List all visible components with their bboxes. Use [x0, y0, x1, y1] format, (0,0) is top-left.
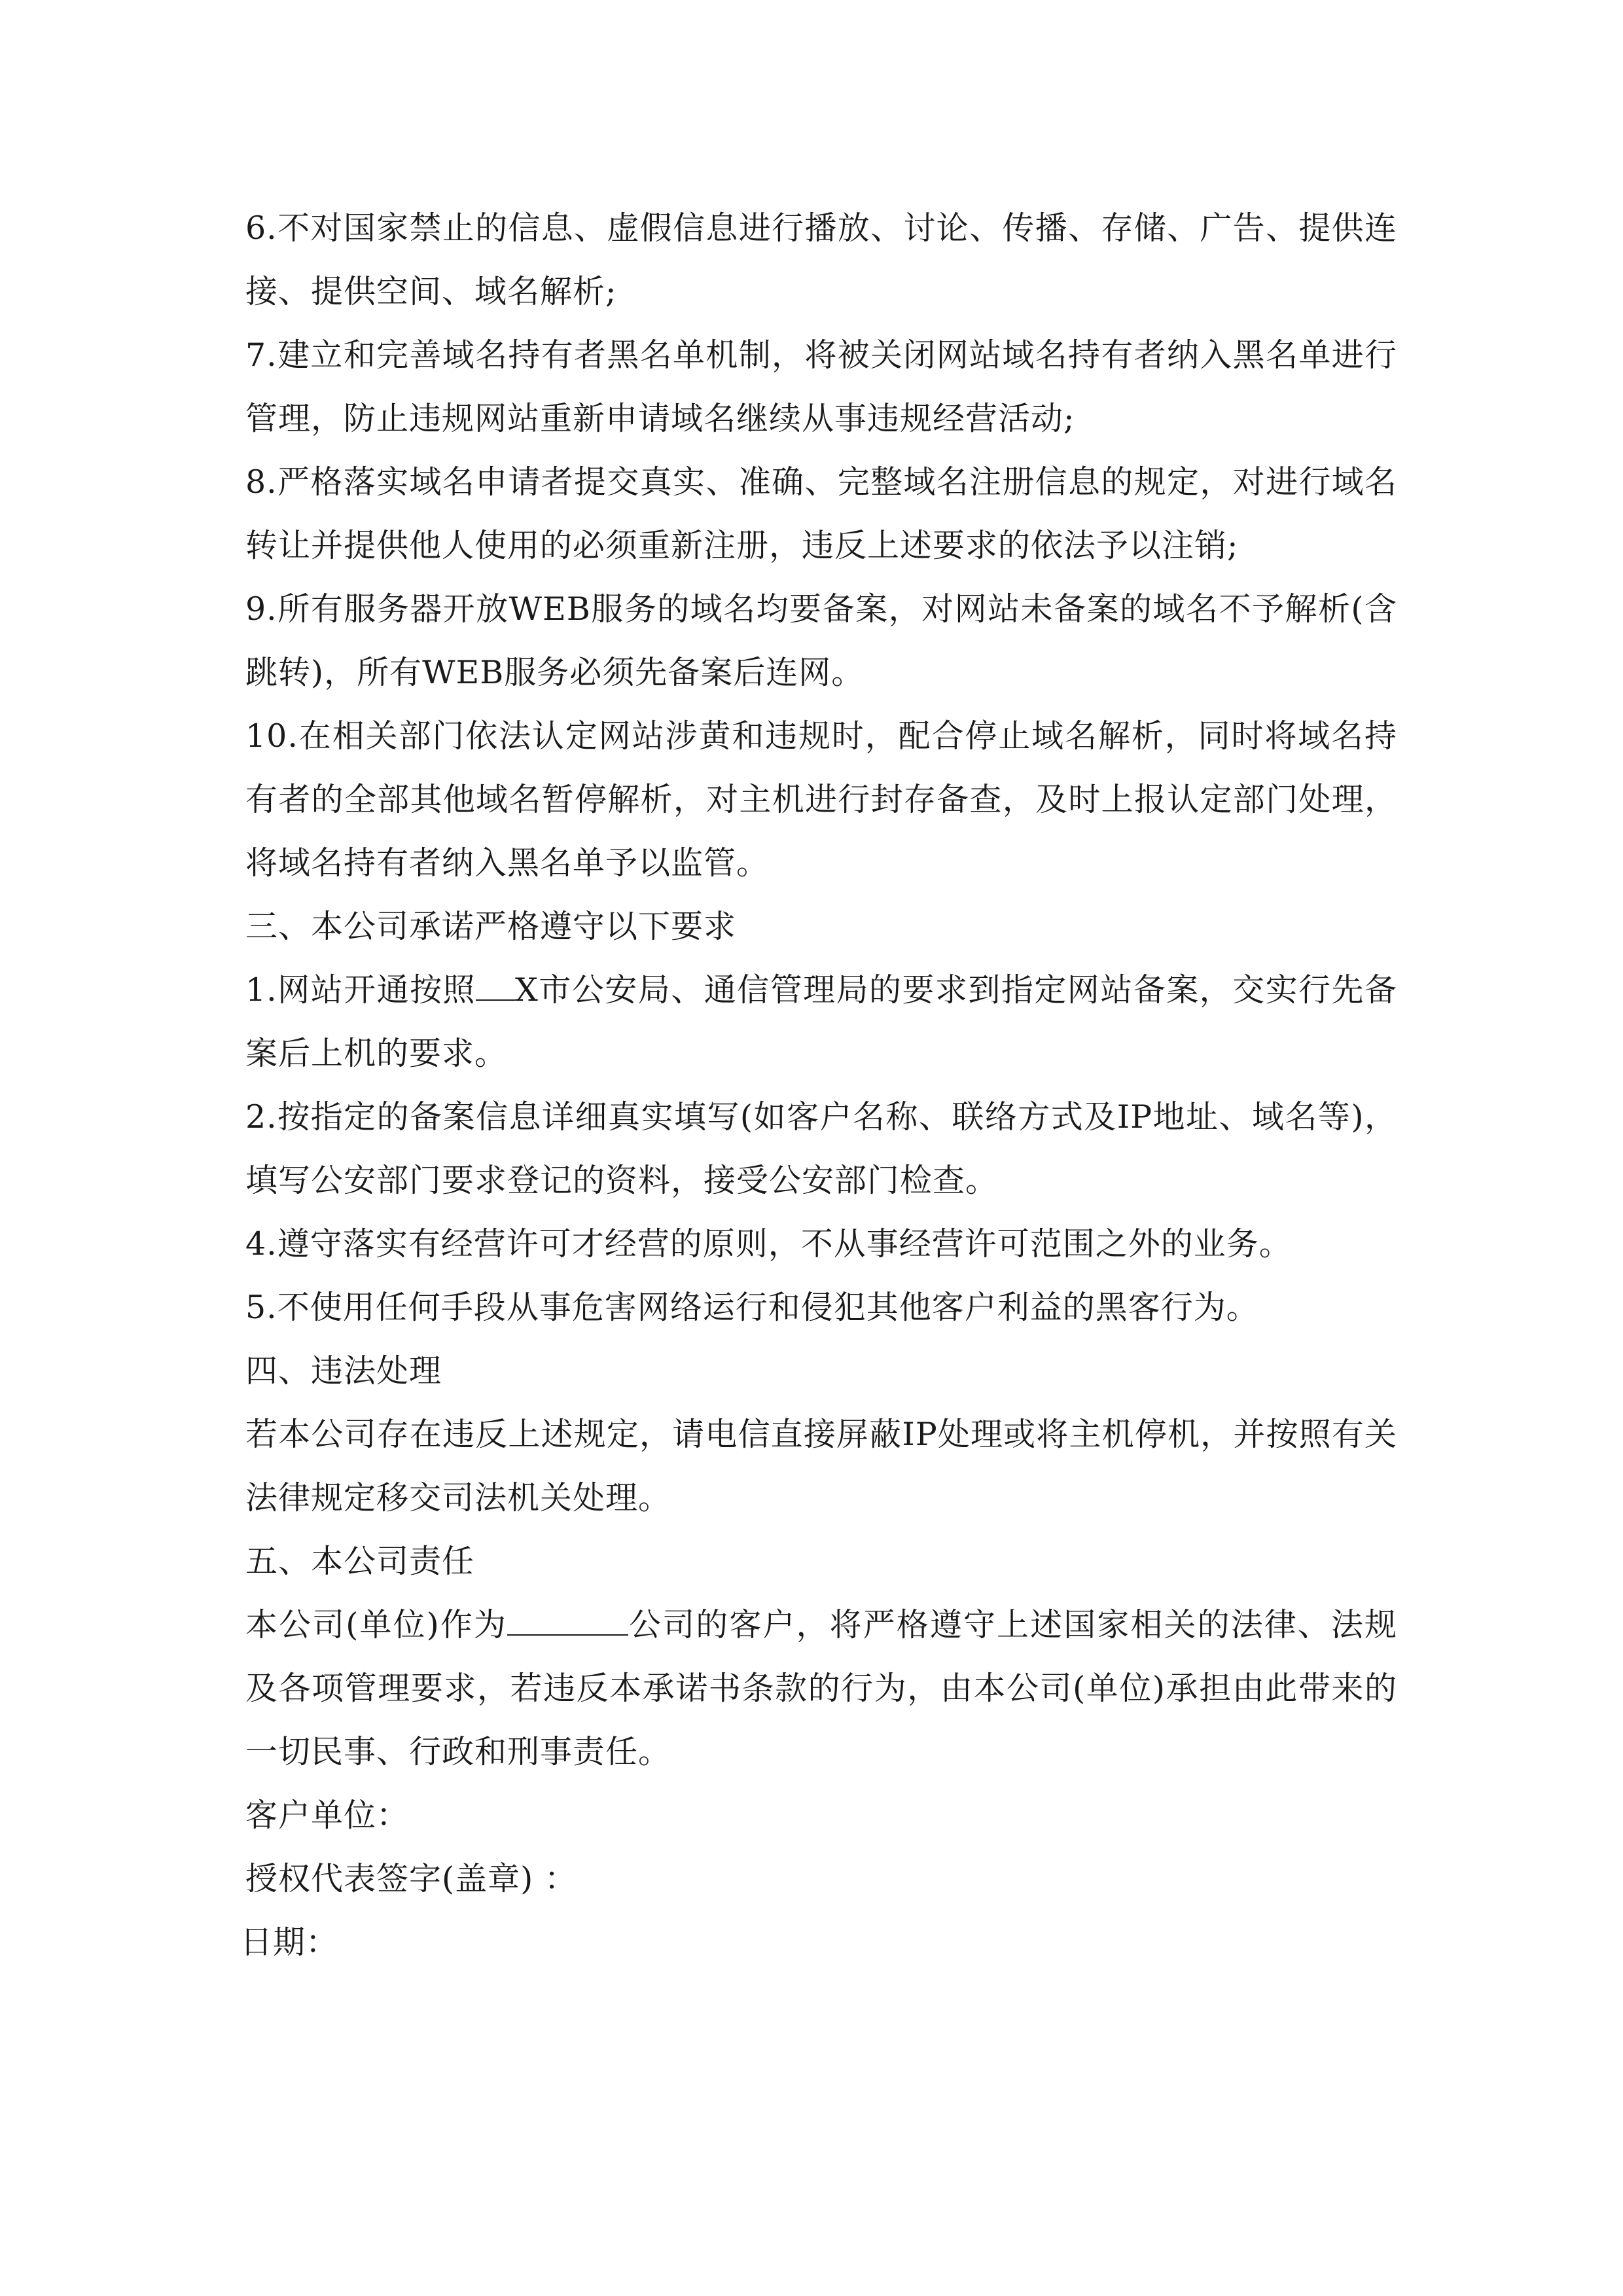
section-3-item-1-prefix: 1.网站开通按照: [245, 971, 476, 1009]
section-3-item-2: 2.按指定的备案信息详细真实填写(如客户名称、联络方式及IP地址、域名等)，填写公安部门要求登记的资料，接受公安部门检查。: [245, 1098, 1397, 1199]
client-unit-label: 客户单位：: [245, 1797, 410, 1834]
section-4-body: 若本公司存在违反上述规定，请电信直接屏蔽IP处理或将主机停机，并按照有关法律规定移交司法机关处理。: [245, 1416, 1397, 1516]
section-5-body-prefix: 本公司(单位)作为: [245, 1606, 508, 1643]
authorized-rep-label: 授权代表签字(盖章) ：: [245, 1860, 577, 1897]
section-3-item-1-suffix: X市公安局、通信管理局的要求到指定网站备案，交实行先备案后上机的要求。: [245, 971, 1397, 1072]
section-5-body-suffix: 公司的客户，将严格遵守上述国家相关的法律、法规及各项管理要求，若违反本承诺书条款的行为，由本公司(单位)承担由此带来的一切民事、行政和刑事责任。: [245, 1606, 1397, 1770]
section-3-item-4: 4.遵守落实有经营许可才经营的原则，不从事经营许可范围之外的业务。: [245, 1225, 1292, 1263]
clause-item-6: 6.不对国家禁止的信息、虚假信息进行播放、讨论、传播、存储、广告、提供连接、提供空间、域名解析;: [245, 209, 1397, 310]
section-3-item-1: [245, 958, 1397, 1085]
clause-item-8: 8.严格落实域名申请者提交真实、准确、完整域名注册信息的规定，对进行域名转让并提供他人使用的必须重新注册，违反上述要求的依法予以注销;: [245, 463, 1397, 564]
section-4-heading: 四、违法处理: [245, 1352, 442, 1390]
section-3-item-5: 5.不使用任何手段从事危害网络运行和侵犯其他客户利益的黑客行为。: [245, 1289, 1259, 1326]
document-body: [240, 196, 1397, 1974]
fill-in-blank: [507, 1600, 628, 1636]
clause-item-7: 7.建立和完善域名持有者黑名单机制，将被关闭网站域名持有者纳入黑名单进行管理，防止违规网站重新申请域名继续从事违规经营活动;: [245, 336, 1397, 437]
fill-in-blank: [476, 965, 515, 1001]
clause-item-10: 10.在相关部门依法认定网站涉黄和违规时，配合停止域名解析，同时将域名持有者的全部其他域名暂停解析，对主机进行封存备查，及时上报认定部门处理，将域名持有者纳入黑名单予以监管。: [245, 717, 1397, 882]
date-label: 日期：: [240, 1924, 339, 1961]
section-5-heading: 五、本公司责任: [245, 1543, 475, 1580]
clause-item-9: 9.所有服务器开放WEB服务的域名均要备案，对网站未备案的域名不予解析(含跳转)，所有WEB服务必须先备案后连网。: [245, 590, 1397, 691]
section-3-heading: 三、本公司承诺严格遵守以下要求: [245, 908, 737, 945]
section-5-body: [245, 1593, 1397, 1784]
